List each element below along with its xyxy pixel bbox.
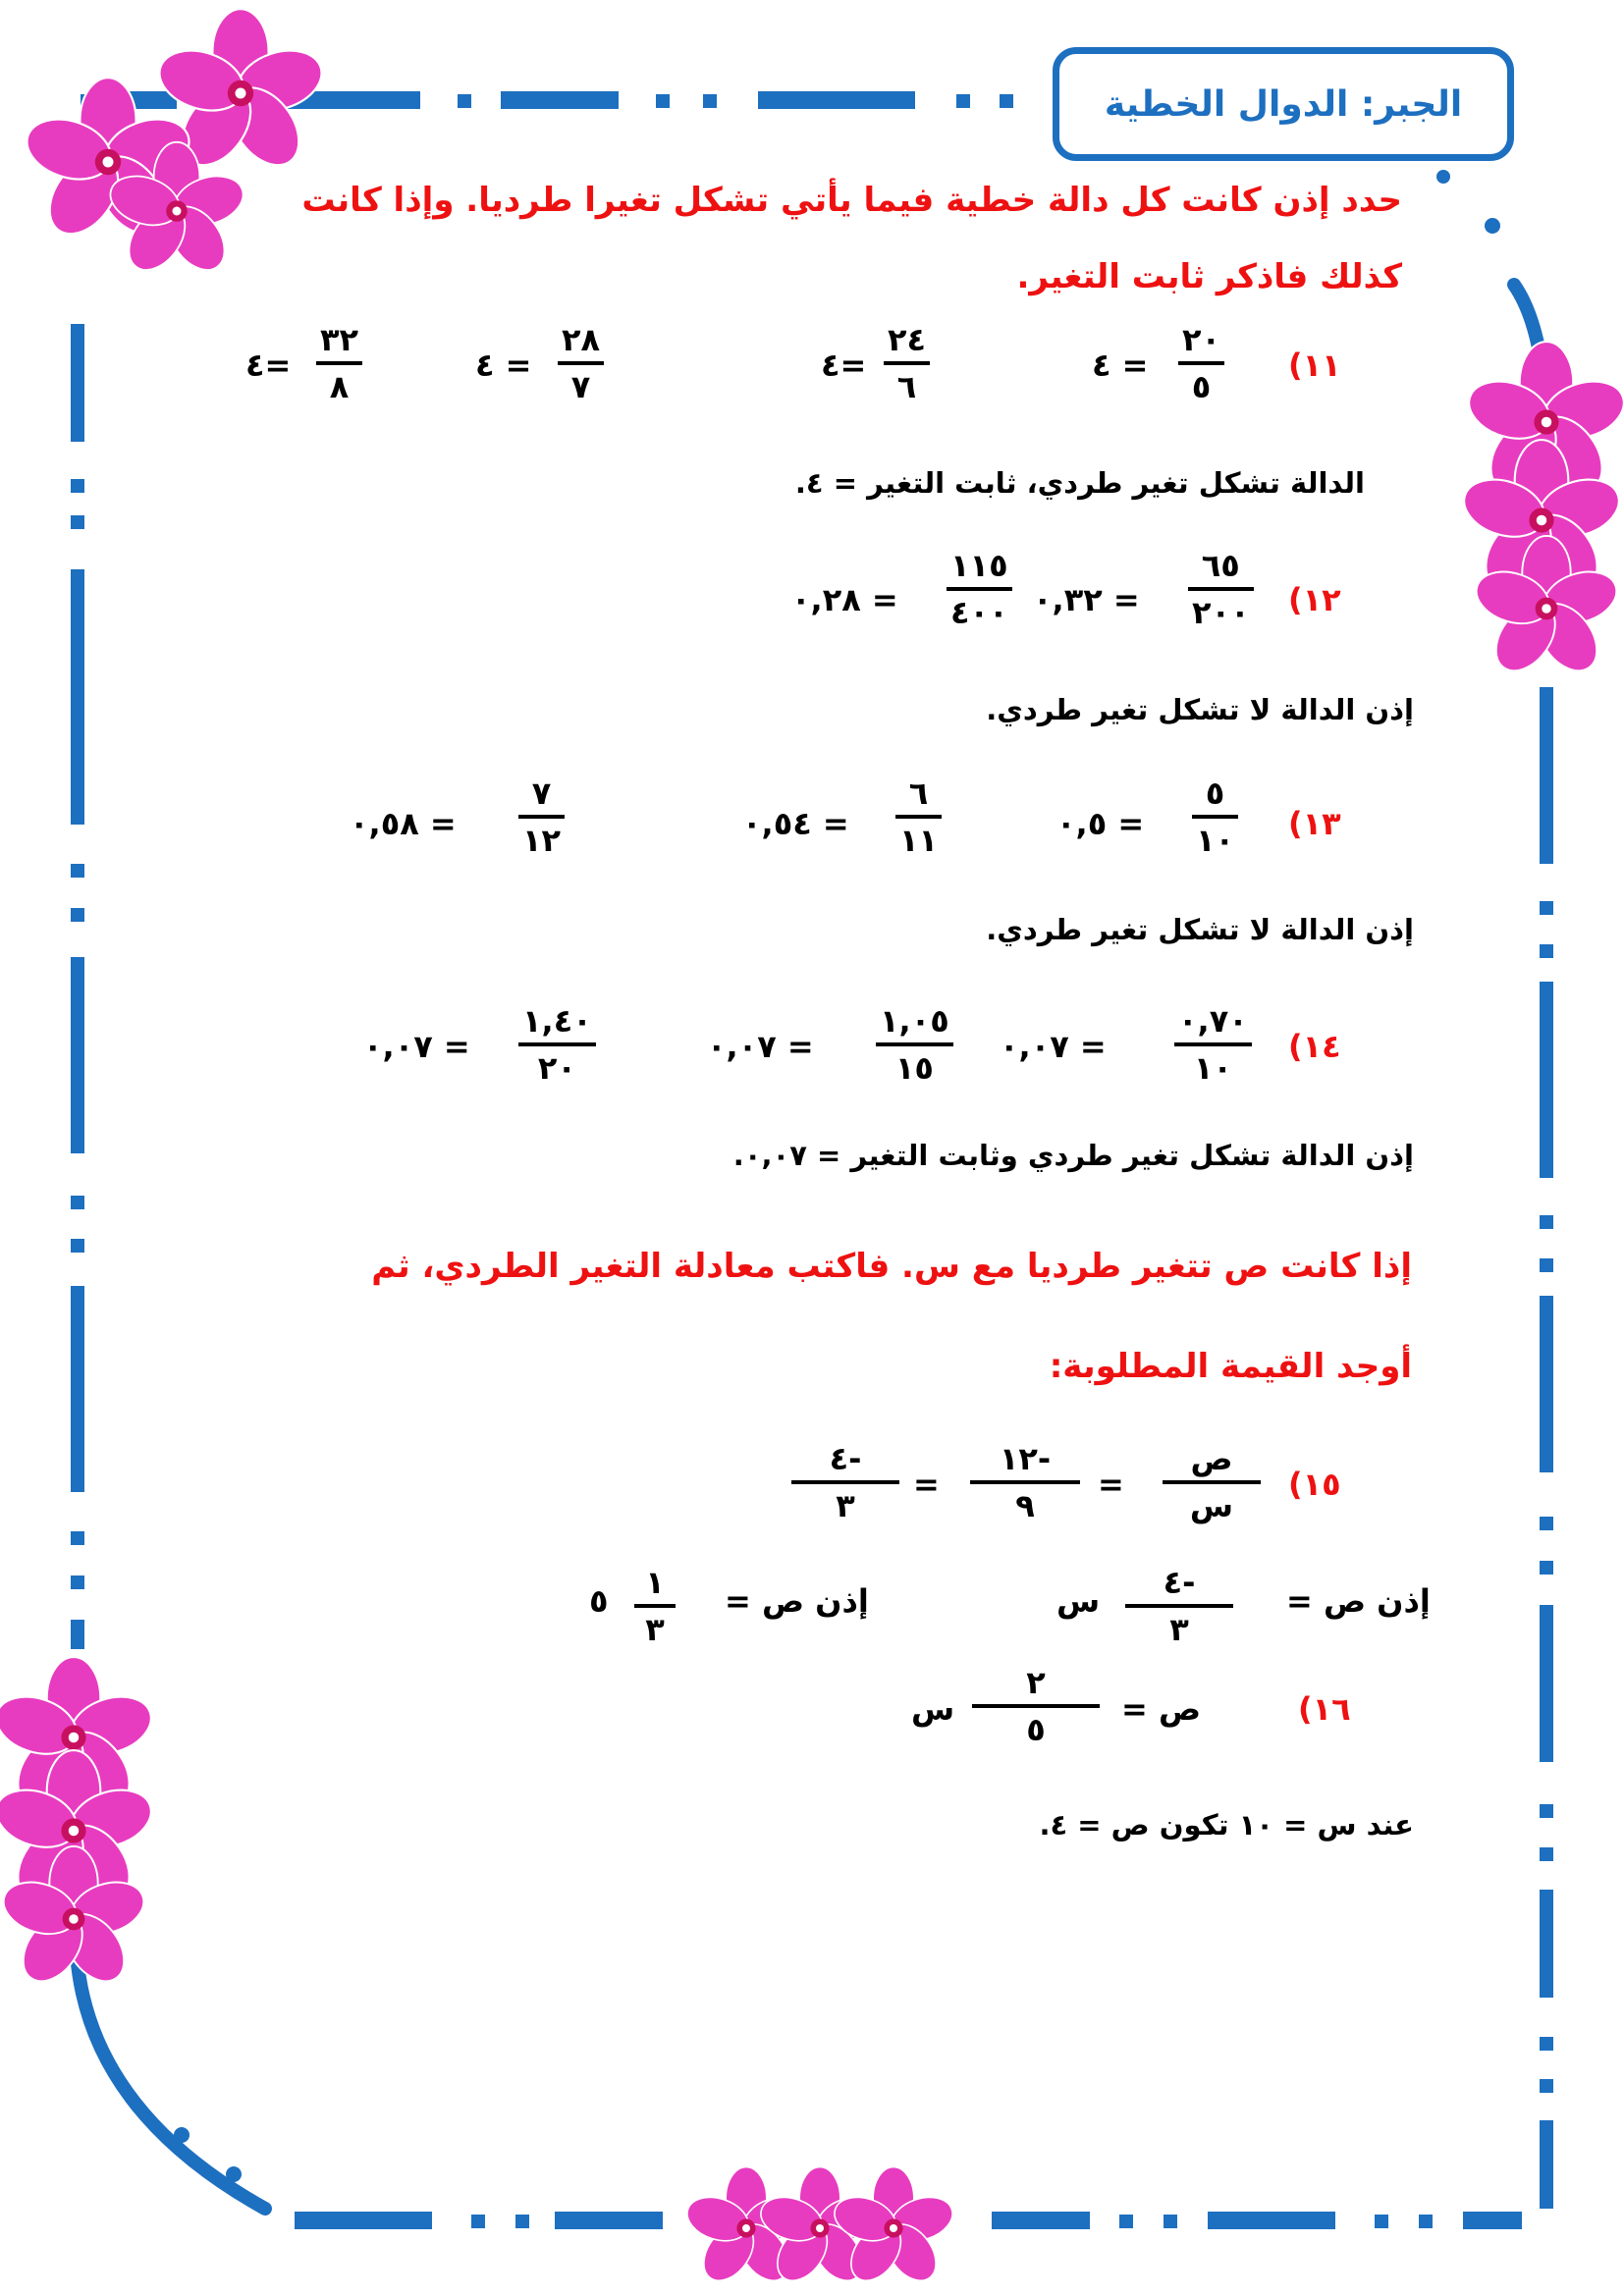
fraction [970, 1439, 1080, 1525]
numerator: ٦٥ [1201, 547, 1240, 584]
denominator: ٣ [836, 1487, 855, 1524]
flower-icon [681, 2167, 958, 2290]
flower-icon [0, 1657, 158, 1992]
numerator: ٢٨ [562, 321, 601, 358]
denominator: ١١ [899, 822, 939, 859]
problem-number-16: ١٦) [1298, 1690, 1351, 1728]
denominator: ٥ [1191, 368, 1212, 405]
result: = ٠,٢٨ [791, 581, 898, 618]
numerator: ص [1190, 1440, 1233, 1477]
result: = ٠,٥٨ [350, 805, 457, 842]
fraction [518, 1001, 596, 1088]
result: = ٠,٥ [1056, 805, 1145, 842]
denominator: ٨ [329, 368, 350, 405]
equals-sign: = [1098, 1466, 1124, 1503]
result: = ٠,٠٧ [1000, 1028, 1107, 1065]
numerator: ١١٥ [950, 547, 1008, 584]
numerator: ٧ [531, 774, 552, 812]
fraction [634, 1563, 676, 1649]
fraction [1125, 1563, 1233, 1649]
answer-16: عند س = ١٠ تكون ص = ٤. [1039, 1808, 1414, 1842]
numerator: ٢٠ [1182, 321, 1221, 358]
answer-11: الدالة تشكل تغير طردي، ثابت التغير = ٤. [794, 466, 1365, 500]
equals-sign: = [913, 1466, 940, 1503]
denominator: ٦ [896, 368, 917, 405]
fraction [1174, 1001, 1252, 1088]
instruction2-line-1: إذا كانت ص تتغير طرديا مع س. فاكتب معادلة التغير الطردي، ثم [371, 1247, 1412, 1286]
fraction [947, 546, 1012, 632]
result: =٤ [245, 347, 292, 384]
p16-prefix: ص = [1121, 1690, 1201, 1728]
denominator: ٧ [570, 368, 591, 405]
denominator: ١٠ [1196, 822, 1235, 859]
problem-number-14: ١٤) [1288, 1028, 1341, 1065]
answer-13: إذن الدالة لا تشكل تغير طردي. [986, 913, 1414, 946]
numerator: ٦ [908, 774, 929, 812]
result: =٤ [821, 347, 867, 384]
result: = ٠,٣٢ [1033, 581, 1140, 618]
denominator: ١٢ [522, 822, 562, 859]
fraction [876, 1001, 953, 1088]
denominator: ٥ [1026, 1711, 1046, 1748]
p16-suffix: س [911, 1690, 955, 1728]
result: = ٠,٥٤ [742, 805, 849, 842]
problem-number-13: ١٣) [1288, 805, 1341, 842]
fraction [518, 774, 565, 860]
denominator: ٣ [1169, 1611, 1189, 1648]
denominator: ١٥ [894, 1049, 934, 1087]
fraction [558, 320, 604, 406]
denominator: ٩ [1015, 1487, 1035, 1524]
numerator: ٢ [1026, 1664, 1046, 1701]
denominator: ٢٠ [537, 1049, 576, 1087]
answer-14: إذن الدالة تشكل تغير طردي وثابت التغير = ٠,٠٧. [732, 1139, 1414, 1172]
answer-12: إذن الدالة لا تشكل تغير طردي. [986, 693, 1414, 726]
instruction2-line-2: أوجد القيمة المطلوبة: [1049, 1347, 1412, 1386]
fraction [895, 774, 942, 860]
fraction [972, 1663, 1100, 1749]
numerator: ٣٢ [320, 321, 359, 358]
denominator: س [1189, 1487, 1234, 1524]
numerator: ٥ [1205, 774, 1225, 812]
numerator: ٢٤ [888, 321, 927, 358]
instruction-line-1: حدد إذن كانت كل دالة خطية فيما يأتي تشكل تغيرا طرديا. وإذا كانت [301, 181, 1402, 220]
numerator: ٠,٧٠ [1178, 1002, 1248, 1040]
denominator: ٤٠٠ [950, 594, 1008, 631]
instruction-line-2: كذلك فاذكر ثابت التغير. [1016, 257, 1402, 296]
fraction [1163, 1439, 1261, 1525]
denominator: ١٠ [1193, 1049, 1232, 1087]
result: = ٠,٠٧ [363, 1028, 470, 1065]
numerator: -١٢ [999, 1440, 1052, 1477]
fraction [1188, 546, 1254, 632]
answer-15-prefix: إذن ص = [1286, 1582, 1431, 1620]
numerator: -٤ [829, 1440, 862, 1477]
problem-number-11: ١١) [1288, 347, 1341, 384]
numerator: ١,٤٠ [522, 1002, 592, 1040]
answer-15-suffix: س [1056, 1582, 1101, 1620]
fraction [884, 320, 930, 406]
fraction [1192, 774, 1238, 860]
numerator: ١,٠٥ [880, 1002, 949, 1040]
result: = ٠,٠٧ [707, 1028, 814, 1065]
page-title: الجبر: الدوال الخطية [1104, 83, 1463, 125]
problem-number-15: ١٥) [1288, 1466, 1341, 1503]
flower-icon [20, 9, 330, 280]
title-box [1053, 47, 1514, 161]
fraction [316, 320, 362, 406]
result: = ٤ [1092, 347, 1149, 384]
numerator: ١ [645, 1564, 665, 1601]
result: = ٤ [475, 347, 532, 384]
answer-15b-prefix: إذن ص = [725, 1582, 869, 1620]
problem-number-12: ١٢) [1288, 581, 1341, 618]
fraction [791, 1439, 899, 1525]
denominator: ٣ [645, 1611, 665, 1648]
fraction [1178, 320, 1224, 406]
flower-icon [1457, 342, 1624, 681]
numerator: -٤ [1163, 1564, 1196, 1601]
denominator: ٢٠٠ [1192, 594, 1250, 631]
answer-15b-suffix: ٥ [589, 1582, 609, 1620]
